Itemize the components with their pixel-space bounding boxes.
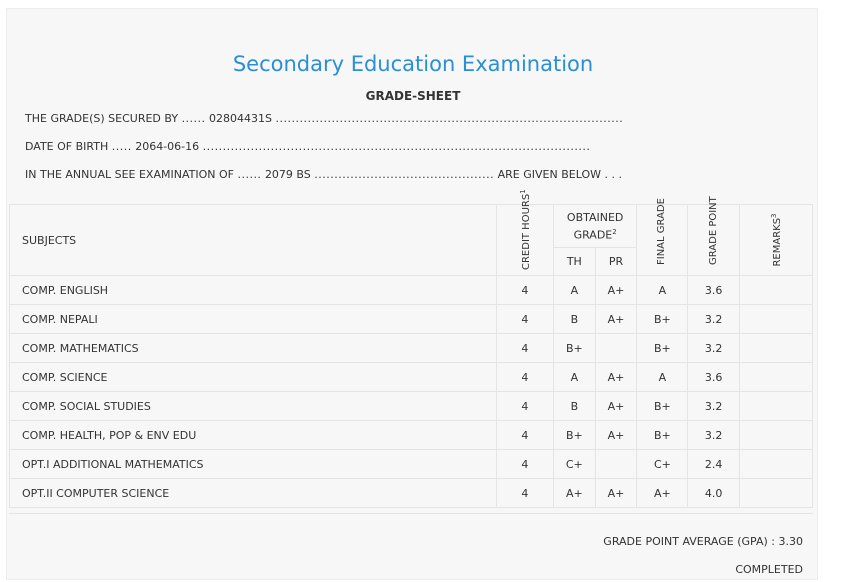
pr-grade-cell: A+ <box>595 276 637 305</box>
remarks-cell <box>739 305 812 334</box>
credit-cell: 4 <box>496 450 553 479</box>
date-of-birth: 2064-06-16 <box>135 140 200 153</box>
header-grade-point <box>688 196 739 276</box>
credit-cell: 4 <box>496 305 553 334</box>
dot-leader: ............................................. <box>314 168 495 181</box>
remarks-cell <box>739 421 812 450</box>
remarks-label: REMARKS <box>771 217 783 267</box>
grades-table <box>9 189 813 508</box>
pr-grade-cell: A+ <box>595 421 637 450</box>
header-final-grade <box>637 198 688 276</box>
exam-label: IN THE ANNUAL SEE EXAMINATION OF <box>25 168 234 181</box>
th-grade-cell: B+ <box>554 334 596 363</box>
credit-cell: 4 <box>496 392 553 421</box>
page-subtitle: GRADE-SHEET <box>365 89 461 103</box>
table-row <box>10 450 813 479</box>
credit-cell: 4 <box>496 276 553 305</box>
pr-grade-cell <box>595 334 637 363</box>
final-grade-cell: A <box>637 276 688 305</box>
final-grade-cell: B+ <box>637 421 688 450</box>
dot-leader: ...... <box>181 112 206 125</box>
credit-cell: 4 <box>496 479 553 508</box>
subject-cell: COMP. NEPALI <box>10 305 497 334</box>
dob-line <box>25 140 590 153</box>
final-grade-cell: B+ <box>637 392 688 421</box>
dot-leader: ................................................................................................. <box>202 140 591 153</box>
credit-cell: 4 <box>496 363 553 392</box>
dob-label: DATE OF BIRTH <box>25 140 109 153</box>
th-grade-cell: B+ <box>554 421 596 450</box>
th-grade-cell: A <box>554 363 596 392</box>
final-grade-cell: B+ <box>637 305 688 334</box>
subject-cell: COMP. SCIENCE <box>10 363 497 392</box>
final-grade-cell: B+ <box>637 334 688 363</box>
header-obtained-grade <box>554 205 637 248</box>
credit-cell: 4 <box>496 421 553 450</box>
remarks-cell <box>739 363 812 392</box>
grade-point-cell: 3.2 <box>688 392 739 421</box>
obtained-grade-label: OBTAINED GRADE <box>566 210 624 242</box>
remarks-cell <box>739 392 812 421</box>
final-grade-cell: C+ <box>637 450 688 479</box>
th-grade-cell: B <box>554 305 596 334</box>
grade-point-cell: 3.2 <box>688 305 739 334</box>
grade-sheet <box>6 8 818 580</box>
secured-by-line <box>25 112 623 125</box>
dot-leader: ..... <box>111 140 132 153</box>
grade-point-cell: 3.2 <box>688 334 739 363</box>
table-row <box>10 276 813 305</box>
grade-point-cell: 3.6 <box>688 363 739 392</box>
table-row <box>10 392 813 421</box>
subject-cell: COMP. ENGLISH <box>10 276 497 305</box>
table-row <box>10 363 813 392</box>
header-remarks <box>739 205 812 276</box>
final-grade-cell: A <box>637 363 688 392</box>
header-pr: PR <box>595 247 637 275</box>
gpa-text: GRADE POINT AVERAGE (GPA) : 3.30 <box>603 535 803 548</box>
th-grade-cell: B <box>554 392 596 421</box>
grade-point-cell: 4.0 <box>688 479 739 508</box>
symbol-number: 02804431S <box>209 112 273 125</box>
header-th: TH <box>554 247 596 275</box>
page-title: Secondary Education Examination <box>232 52 594 76</box>
status-text: COMPLETED <box>735 563 803 576</box>
pr-grade-cell: A+ <box>595 305 637 334</box>
remarks-cell <box>739 450 812 479</box>
subject-cell: OPT.II COMPUTER SCIENCE <box>10 479 497 508</box>
credit-cell: 4 <box>496 334 553 363</box>
footnote-2: 2 <box>612 227 617 236</box>
dot-leader: ...... <box>237 168 262 181</box>
pr-grade-cell: A+ <box>595 479 637 508</box>
remarks-cell <box>739 276 812 305</box>
secured-by-label: THE GRADE(S) SECURED BY <box>25 112 179 125</box>
grade-point-label: GRADE POINT <box>707 196 719 265</box>
table-row <box>10 305 813 334</box>
credit-hours-label: CREDIT HOURS <box>521 193 533 270</box>
dot-leader: ....................................................................................... <box>275 112 624 125</box>
remarks-cell <box>739 479 812 508</box>
table-row <box>10 479 813 508</box>
exam-year: 2079 BS <box>264 168 311 181</box>
subject-cell: COMP. SOCIAL STUDIES <box>10 392 497 421</box>
summary-section <box>9 513 813 576</box>
subject-cell: COMP. MATHEMATICS <box>10 334 497 363</box>
table-row <box>10 334 813 363</box>
footnote-1: 1 <box>518 189 527 194</box>
grade-point-cell: 3.6 <box>688 276 739 305</box>
remarks-cell <box>739 334 812 363</box>
th-grade-cell: A <box>554 276 596 305</box>
grade-point-cell: 3.2 <box>688 421 739 450</box>
footnote-3: 3 <box>769 213 778 218</box>
final-grade-cell: A+ <box>637 479 688 508</box>
pr-grade-cell <box>595 450 637 479</box>
th-grade-cell: C+ <box>554 450 596 479</box>
final-grade-label: FINAL GRADE <box>656 198 668 265</box>
table-row <box>10 421 813 450</box>
given-below-text: ARE GIVEN BELOW . . . <box>497 168 622 181</box>
pr-grade-cell: A+ <box>595 363 637 392</box>
pr-grade-cell: A+ <box>595 392 637 421</box>
subject-cell: COMP. HEALTH, POP & ENV EDU <box>10 421 497 450</box>
subject-cell: OPT.I ADDITIONAL MATHEMATICS <box>10 450 497 479</box>
exam-line <box>25 168 622 181</box>
header-subjects: SUBJECTS <box>10 205 497 276</box>
grade-point-cell: 2.4 <box>688 450 739 479</box>
header-credit-hours <box>496 189 553 276</box>
th-grade-cell: A+ <box>554 479 596 508</box>
